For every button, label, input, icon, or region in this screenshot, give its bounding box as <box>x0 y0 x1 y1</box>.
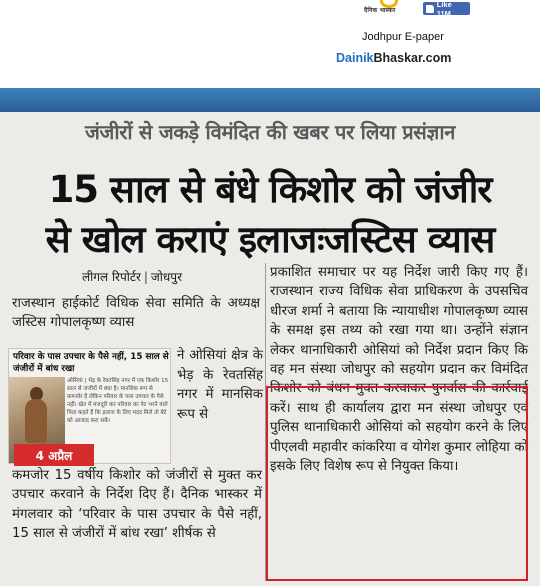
highlight-annotation-box <box>266 386 528 581</box>
logo-text: दैनिक भास्कर <box>364 7 396 14</box>
inset-caption: ओसियां | भेड़ के रेवतसिंह नगर में एक किशोर 15 साल से जंजीरों में बंधा है। मानसिक रूप से कमजोर है लेकिन परिवार के पास उपचार के पैसे नहीं। खेत में मजदूरी कर परिवार का पेट भरने वाले पिता कहते हैं कि इलाज के लिए मदद मिले तो बेटे को आजाद करा सकें। <box>67 378 169 424</box>
epaper-header <box>0 0 540 88</box>
facebook-like-button[interactable] <box>423 0 470 18</box>
blue-rule-gradient <box>0 88 540 112</box>
photo-figure-body <box>25 399 47 443</box>
left-column-paragraph-bottom: कमजोर 15 वर्षीय किशोर को जंजीरों से मुक्त कर उपचार करवाने के निर्देश दिए हैं। दैनिक भास्कर में मंगलवार को ‘परिवार के पास उपचार के पैसे नहीं, 15 साल से जंजीरों में बांध रखा’ शीर्षक से <box>12 468 262 542</box>
dainik-bhaskar-logo[interactable] <box>362 0 418 18</box>
byline-separator: | <box>143 270 148 284</box>
article-headline-line1: 15 साल से बंधे किशोर को जंजीर <box>48 168 492 211</box>
blue-header-rule <box>0 88 540 112</box>
article-byline <box>82 268 182 285</box>
thumbs-up-icon <box>426 5 434 13</box>
site-url-part2: Bhaskar.com <box>373 51 452 65</box>
article-kicker: जंजीरों से जकड़े विमंदित की खबर पर लिया प्रसंज्ञान <box>84 120 456 144</box>
left-column-side-text: ने ओसियां क्षेत्र के भेड़ के रेवतसिंह नगर में मानसिक रूप से <box>177 348 263 422</box>
left-column-paragraph-top: राजस्थान हाईकोर्ट विधिक सेवा समिति के अध्यक्ष जस्टिस गोपालकृष्ण व्यास <box>12 296 260 331</box>
facebook-like-label: Like 11M <box>436 0 452 18</box>
byline-city: जोधपुर <box>150 270 183 284</box>
byline-reporter: लीगल रिपोर्टर <box>82 270 141 284</box>
site-url-link[interactable] <box>336 51 451 65</box>
site-url-part1: Dainik <box>336 51 374 65</box>
article-headline-line2: से खोल कराएं इलाजःजस्टिस व्यास <box>45 218 495 261</box>
inset-headline: परिवार के पास उपचार के पैसे नहीं, 15 साल से जंजीरों में बांध रखा <box>13 352 169 374</box>
date-badge: 4 अप्रैल <box>14 444 94 466</box>
right-column-paragraph: प्रकाशित समाचार पर यह निर्देश जारी किए गए हैं। राजस्थान राज्य विधिक सेवा प्राधिकरण के उपसचिव धीरज शर्मा ने बताया कि न्यायाधीश गोपालकृष्ण व्यास के समक्ष इस तथ्य को रखा गया था। उन्होंने संज्ञान लेकर थानाधिकारी ओसियां को निर्देश प्रदान किए कि वह मन संस्था जोधपुर को सहयोग प्रदान कर विमंदित किशोर को बंधन मुक्त करवाकर पुनर्वास की कार्रवाई करें। साथ ही कार्यालय द्वारा मन संस्था जोधपुर एवं पुलिस थानाधिकारी ओसियां को सहयोग करने के लिए पीएलवी महावीर कांकरिया व योगेश कुमार लोहिया को इसके लिए विशेष रूप से नियुक्त किया। <box>270 265 528 475</box>
epaper-title: Jodhpur E-paper <box>362 31 444 43</box>
